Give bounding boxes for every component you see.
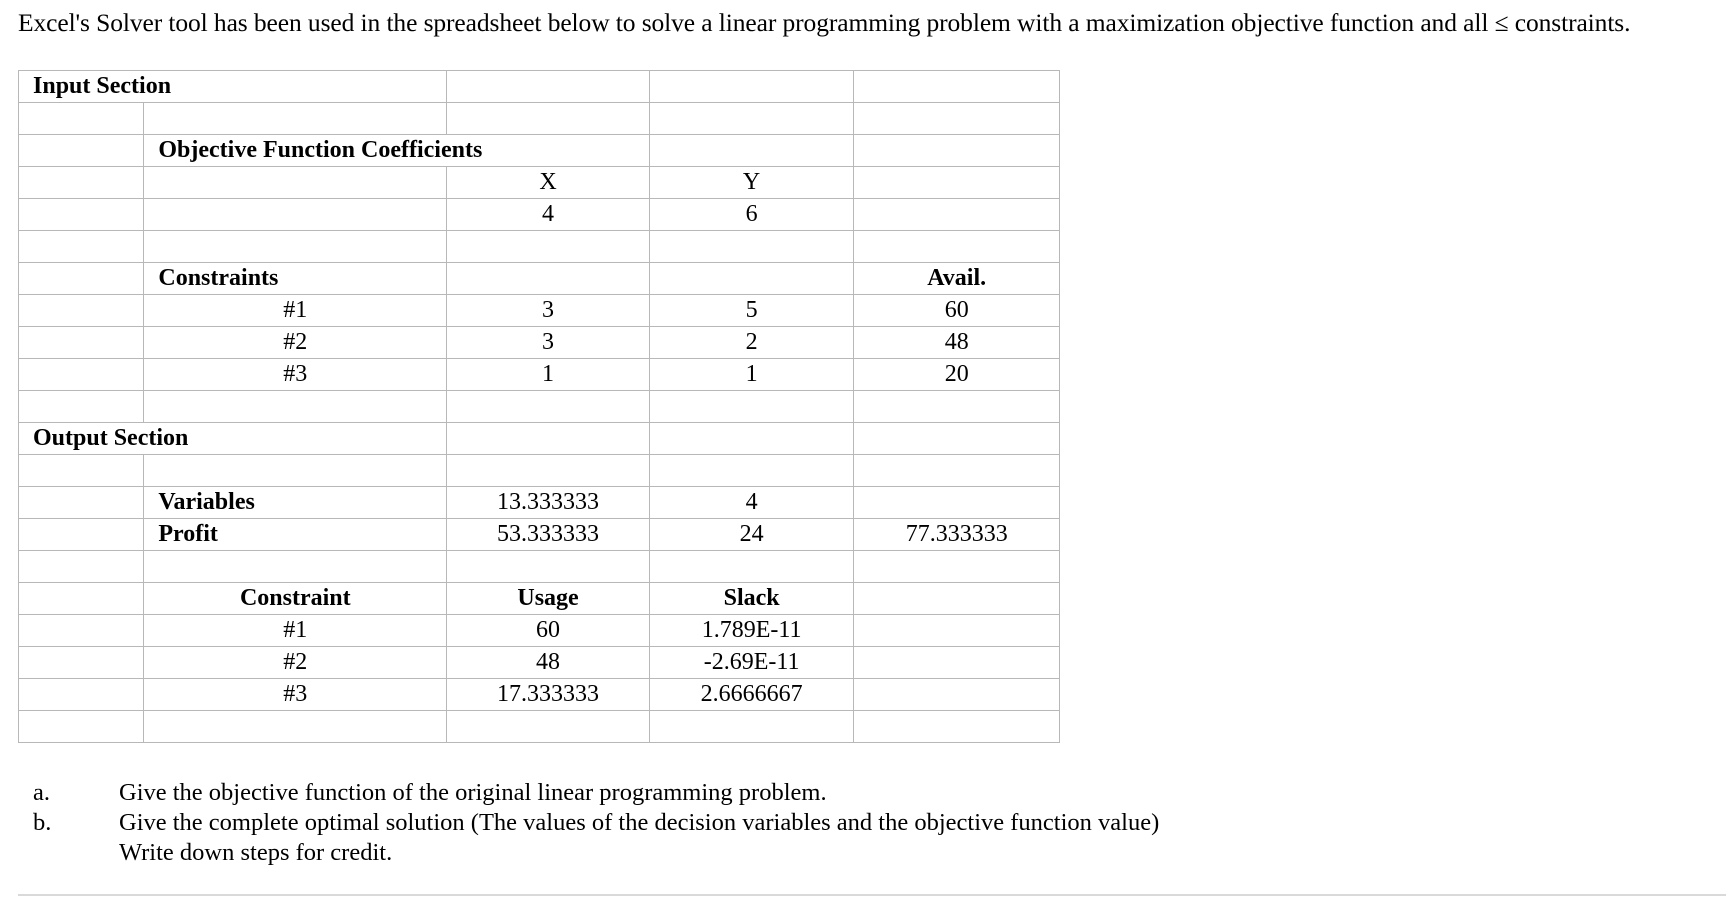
sheet-row: [19, 167, 1060, 199]
constraint-name: #2: [144, 327, 447, 359]
cell: [854, 71, 1060, 103]
result-slack: -2.69E-11: [649, 647, 854, 679]
constraint-header: Constraint: [144, 583, 447, 615]
result-row: [19, 615, 1060, 647]
sheet-row: [19, 71, 1060, 103]
result-usage: 17.333333: [447, 679, 650, 711]
spreadsheet-table: [18, 70, 1060, 743]
profit-label: Profit: [144, 519, 447, 551]
slack-header: Slack: [649, 583, 854, 615]
constraint-row: [19, 359, 1060, 391]
constraint-avail: 48: [854, 327, 1060, 359]
variables-label: Variables: [144, 487, 447, 519]
variable-y-value: 4: [649, 487, 854, 519]
sheet-row: [19, 199, 1060, 231]
sheet-row: [19, 455, 1060, 487]
footer-note-row: [33, 838, 1179, 868]
result-usage: 60: [447, 615, 650, 647]
constraint-y: 2: [649, 327, 854, 359]
constraint-y: 1: [649, 359, 854, 391]
result-usage: 48: [447, 647, 650, 679]
constraint-x: 3: [447, 327, 650, 359]
question-list: [33, 778, 1179, 868]
input-section-title: Input Section: [19, 71, 447, 103]
question-letter: b.: [33, 809, 52, 836]
result-slack: 2.6666667: [649, 679, 854, 711]
profit-y-value: 24: [649, 519, 854, 551]
coef-x: 4: [447, 199, 650, 231]
constraint-name: #3: [144, 359, 447, 391]
sheet-row: [19, 519, 1060, 551]
sheet-row: [19, 487, 1060, 519]
sheet-row: [19, 551, 1060, 583]
sheet-row: [19, 231, 1060, 263]
problem-statement: Excel's Solver tool has been used in the spreadsheet below to solve a linear programming problem with a maximization objective function and all ≤ constraints.: [18, 8, 1631, 37]
result-slack: 1.789E-11: [649, 615, 854, 647]
var-header-x: X: [447, 167, 650, 199]
question-letter: a.: [33, 779, 50, 806]
divider: [18, 894, 1726, 896]
variable-x-value: 13.333333: [447, 487, 650, 519]
result-row: [19, 679, 1060, 711]
output-section-title: Output Section: [19, 423, 447, 455]
constraint-row: [19, 295, 1060, 327]
profit-x-value: 53.333333: [447, 519, 650, 551]
question-text: Give the complete optimal solution (The values of the decision variables and the objective function value): [119, 809, 1160, 836]
constraint-x: 1: [447, 359, 650, 391]
var-header-y: Y: [649, 167, 854, 199]
total-profit: 77.333333: [854, 519, 1060, 551]
sheet-row: [19, 423, 1060, 455]
sheet-row: [19, 135, 1060, 167]
result-row: [19, 647, 1060, 679]
cell: [649, 71, 854, 103]
result-name: #3: [144, 679, 447, 711]
sheet-row: [19, 103, 1060, 135]
constraint-row: [19, 327, 1060, 359]
constraint-name: #1: [144, 295, 447, 327]
sheet-row: [19, 711, 1060, 743]
result-name: #2: [144, 647, 447, 679]
cell: [447, 71, 650, 103]
footer-note: Write down steps for credit.: [119, 839, 393, 866]
sheet-row: [19, 263, 1060, 295]
sheet-row: [19, 583, 1060, 615]
constraints-label: Constraints: [144, 263, 447, 295]
avail-label: Avail.: [854, 263, 1060, 295]
constraint-y: 5: [649, 295, 854, 327]
question-item: [33, 778, 1179, 808]
objective-label: Objective Function Coefficients: [144, 135, 649, 167]
result-name: #1: [144, 615, 447, 647]
constraint-x: 3: [447, 295, 650, 327]
coef-y: 6: [649, 199, 854, 231]
question-item: [33, 808, 1179, 838]
constraint-avail: 20: [854, 359, 1060, 391]
usage-header: Usage: [447, 583, 650, 615]
constraint-avail: 60: [854, 295, 1060, 327]
question-text: Give the objective function of the original linear programming problem.: [119, 779, 827, 806]
sheet-row: [19, 391, 1060, 423]
